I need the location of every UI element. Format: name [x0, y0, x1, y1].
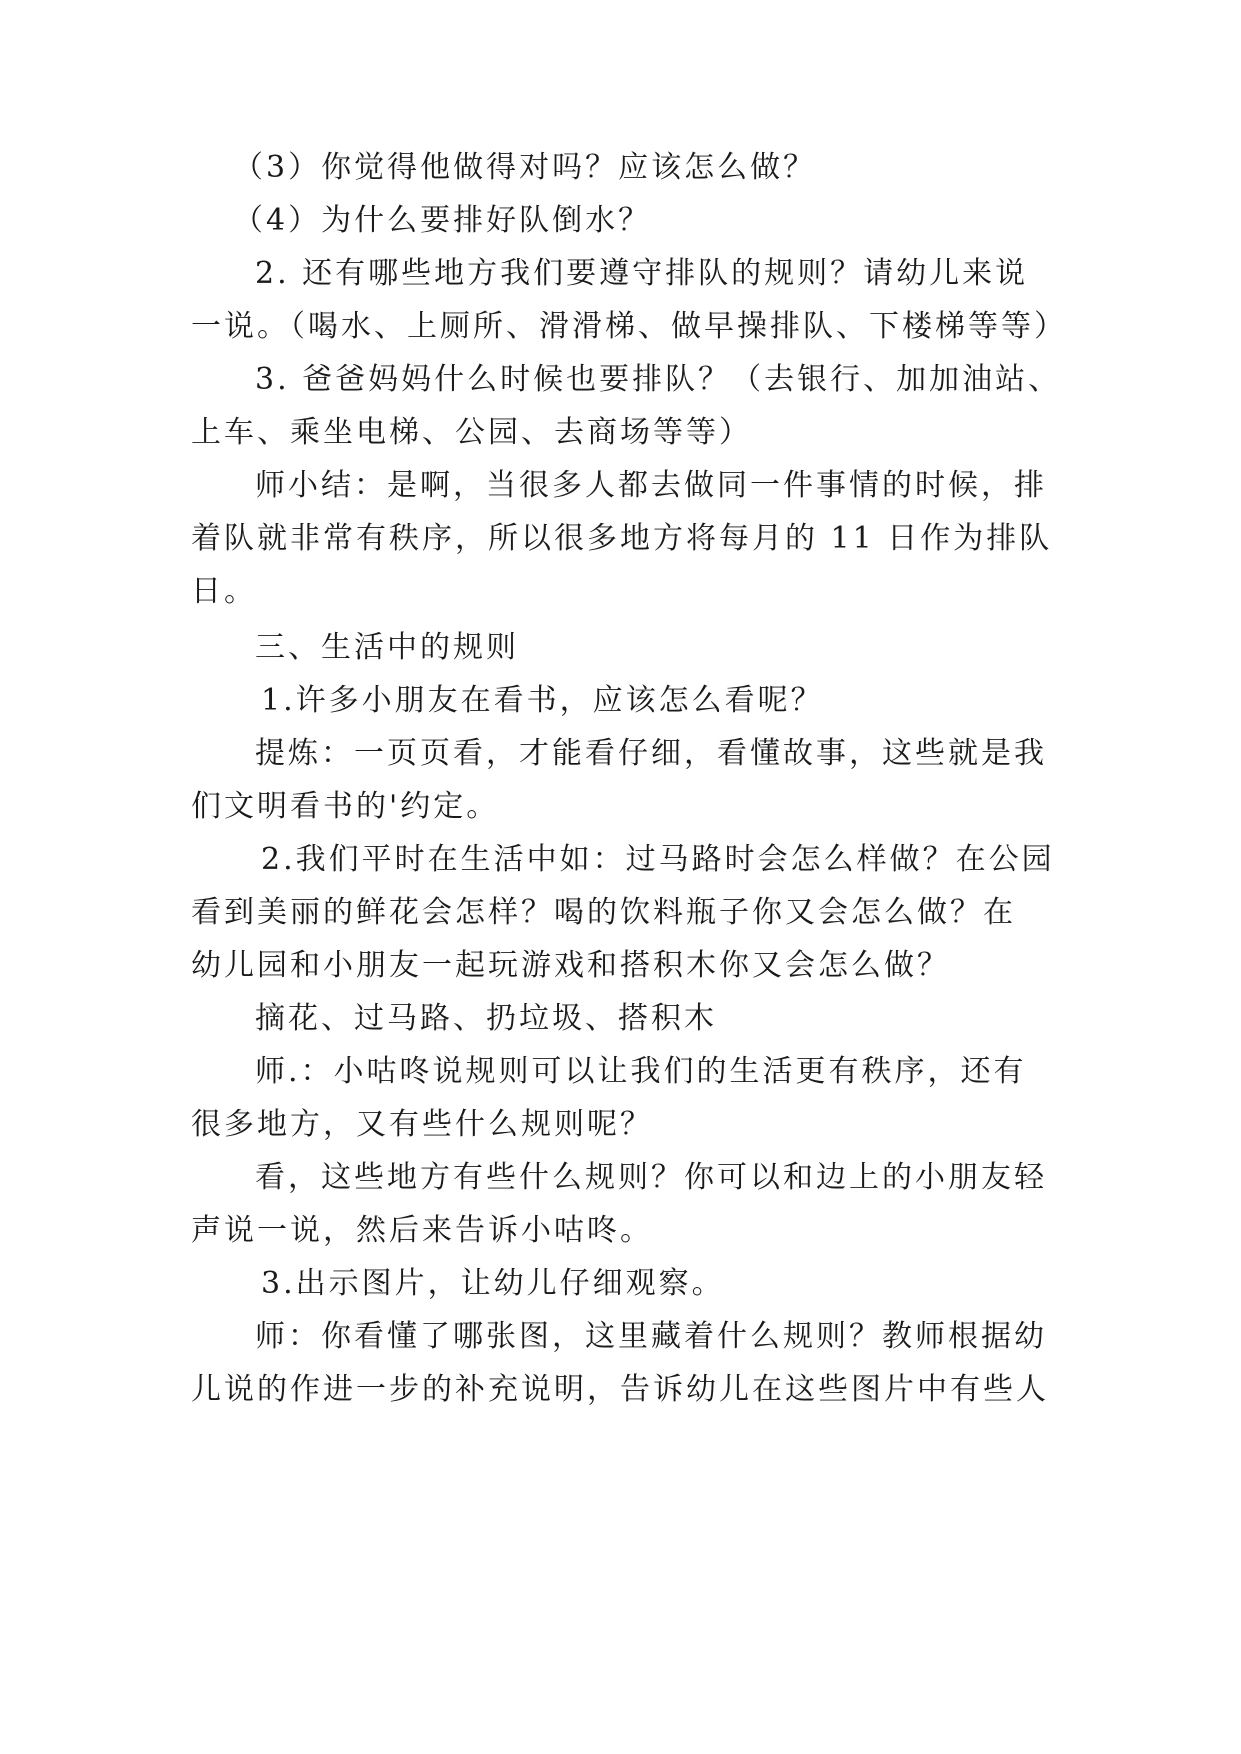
text-line: 提炼：一页页看，才能看仔细，看懂故事，这些就是我 [255, 736, 1047, 771]
text-line: 摘花、过马路、扔垃圾、搭积木 [255, 1001, 717, 1036]
text-line: 看到美丽的鲜花会怎样？喝的饮料瓶子你又会怎么做？在 [191, 895, 1016, 930]
text-line: 3.出示图片，让幼儿仔细观察。 [261, 1266, 725, 1301]
text-line: 声说一说，然后来告诉小咕咚。 [191, 1213, 653, 1248]
text-line: 上车、乘坐电梯、公园、去商场等等） [191, 415, 752, 450]
text-line: 幼儿园和小朋友一起玩游戏和搭积木你又会怎么做？ [191, 948, 950, 983]
text-line: 们文明看书的'约定。 [191, 789, 500, 824]
text-line: 看，这些地方有些什么规则？你可以和边上的小朋友轻 [255, 1160, 1047, 1195]
text-line: 师.：小咕咚说规则可以让我们的生活更有秩序，还有 [255, 1054, 1027, 1089]
text-line: 很多地方，又有些什么规则呢？ [191, 1107, 653, 1142]
text-line: 儿说的作进一步的补充说明，告诉幼儿在这些图片中有些人 [191, 1372, 1049, 1407]
text-line: 2.我们平时在生活中如：过马路时会怎么样做？在公园 [261, 842, 1055, 877]
text-line: 师小结：是啊，当很多人都去做同一件事情的时候，排 [255, 468, 1047, 503]
text-line: （4）为什么要排好队倒水？ [233, 203, 652, 238]
text-line: （3）你觉得他做得对吗？应该怎么做？ [233, 150, 817, 185]
text-line: 1.许多小朋友在看书，应该怎么看呢？ [261, 683, 824, 718]
text-line: 一说。（喝水、上厕所、滑滑梯、做早操排队、下楼梯等等） [191, 309, 1067, 344]
section-heading: 三、生活中的规则 [255, 630, 519, 665]
text-line: 着队就非常有秩序，所以很多地方将每月的 11 日作为排队 [191, 521, 1053, 556]
text-line: 日。 [191, 574, 257, 609]
text-line: 3. 爸爸妈妈什么时候也要排队？（去银行、加加油站、 [255, 362, 1062, 397]
text-line: 师：你看懂了哪张图，这里藏着什么规则？教师根据幼 [255, 1319, 1047, 1354]
text-line: 2. 还有哪些地方我们要遵守排队的规则？请幼儿来说 [255, 256, 1029, 291]
